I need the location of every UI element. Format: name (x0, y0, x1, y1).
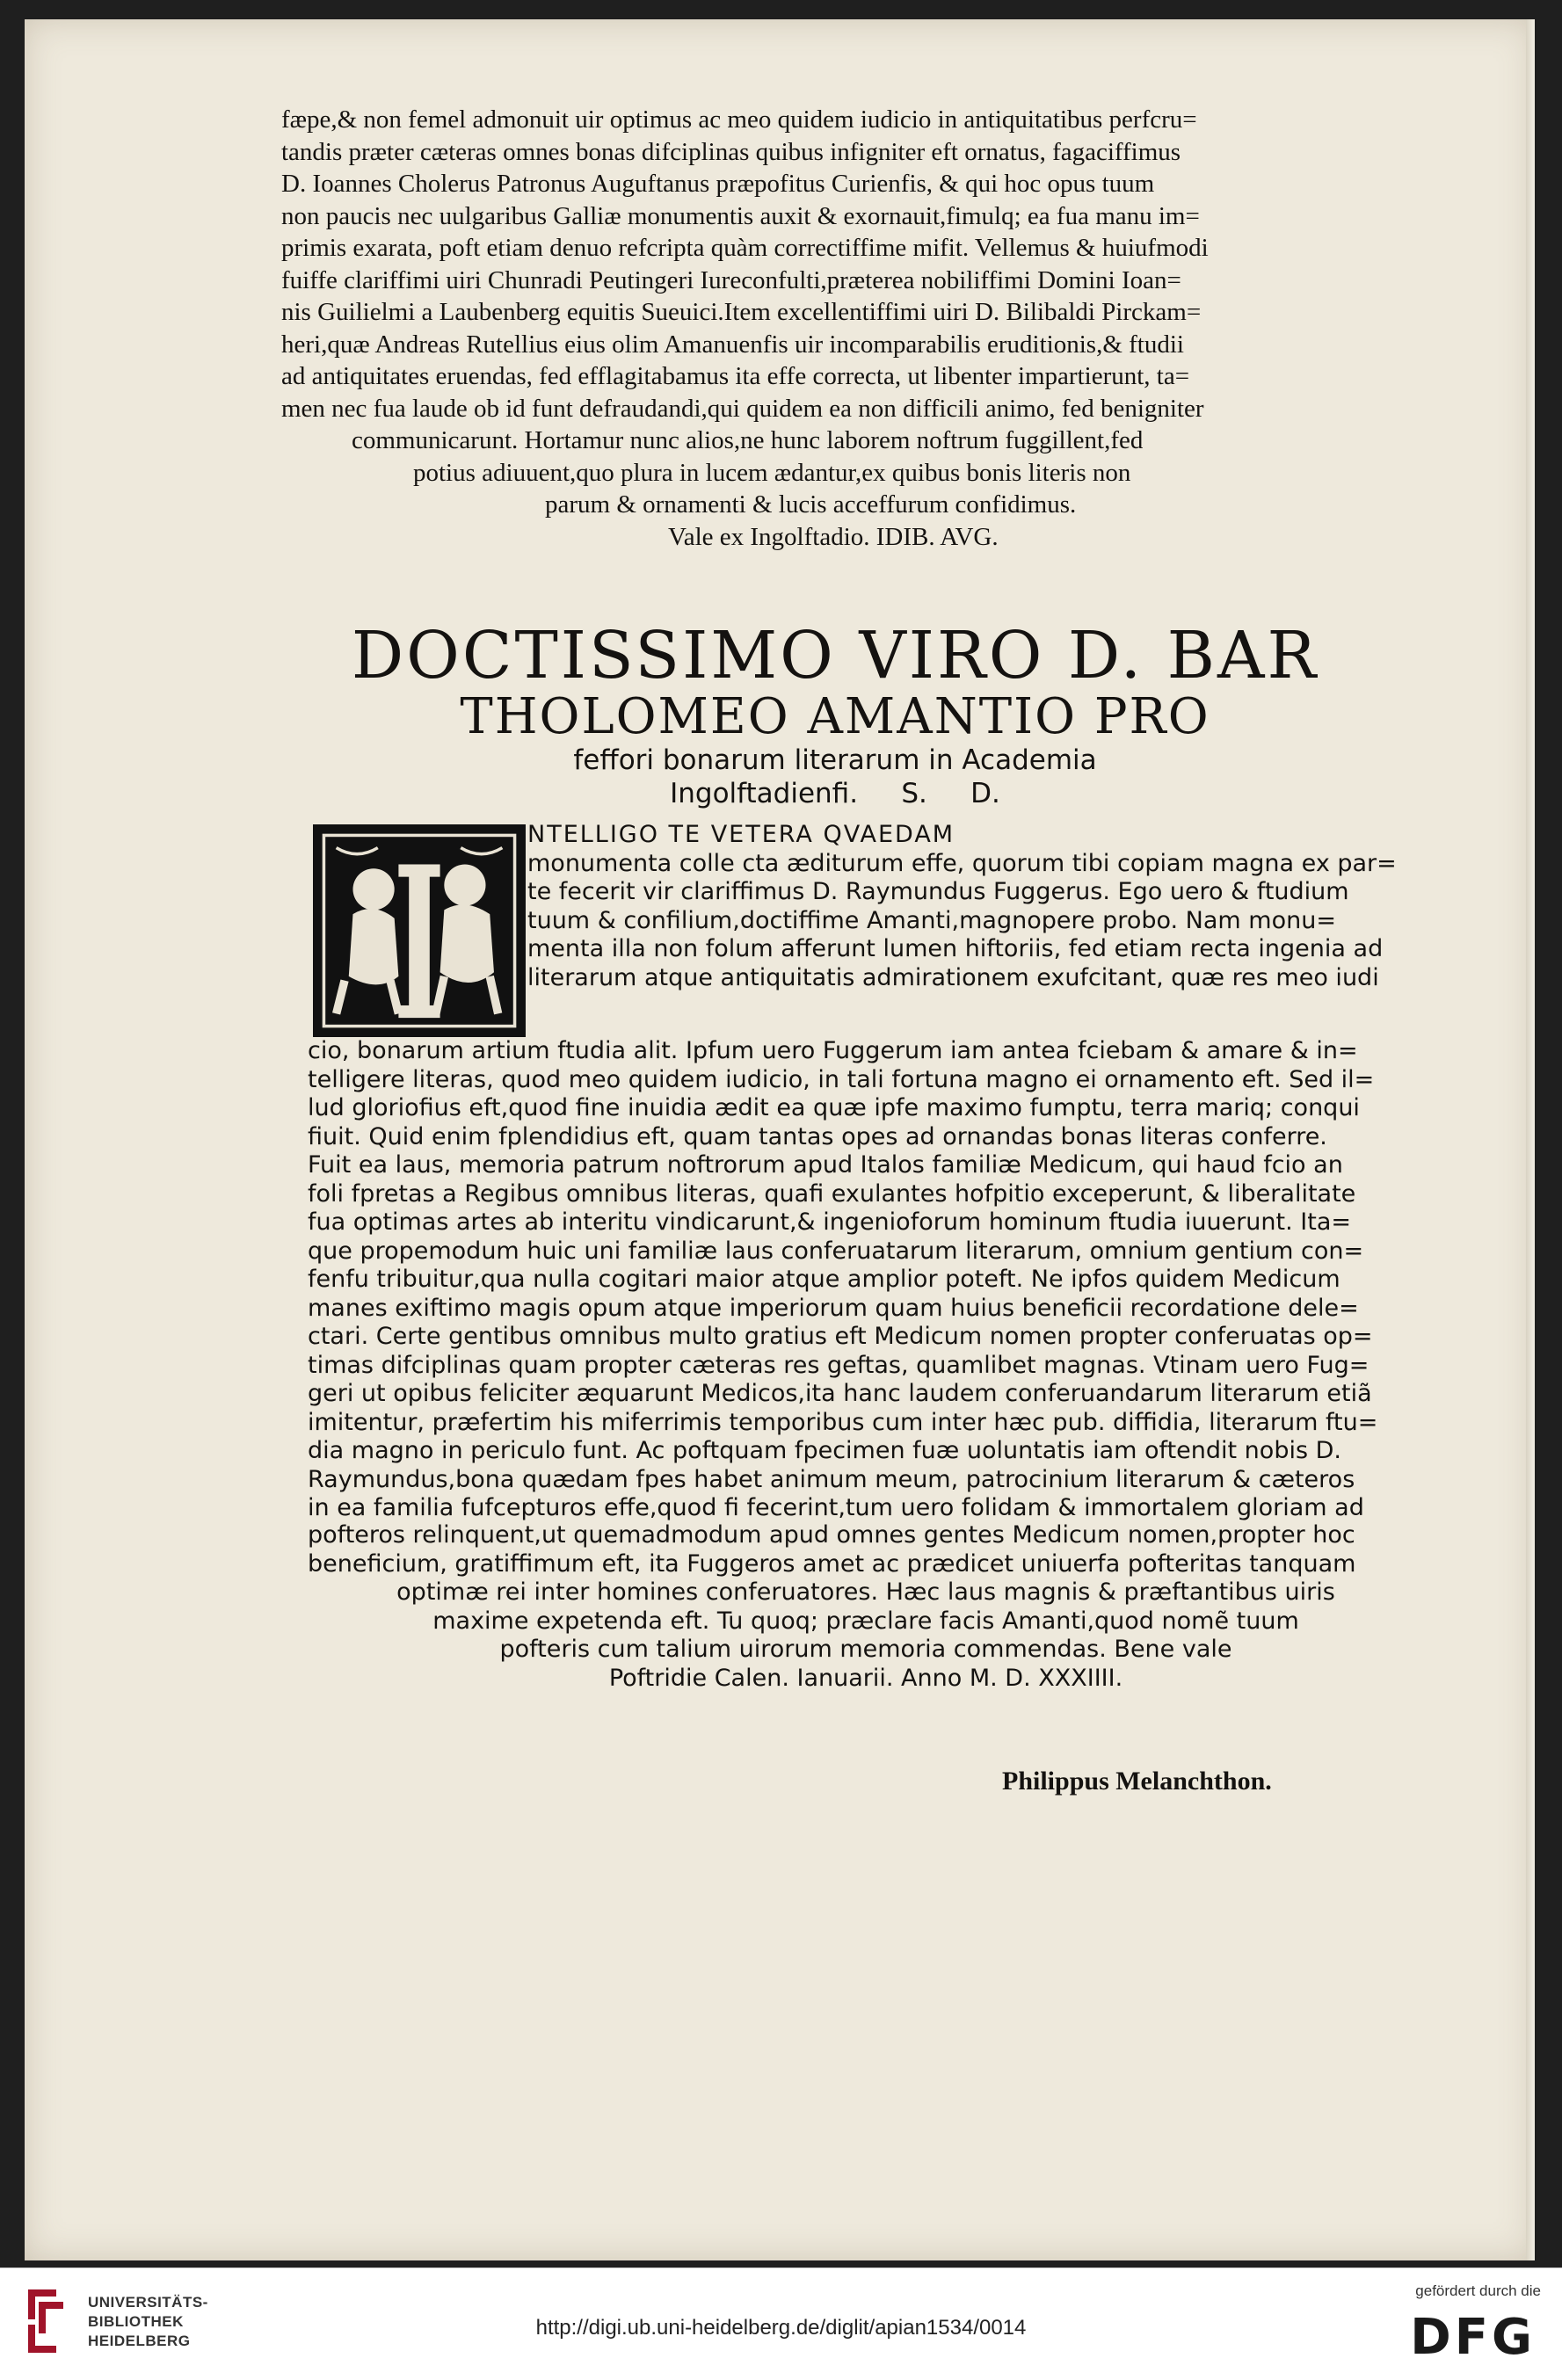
heading-line-3: feffori bonarum literarum in Academia (573, 744, 1097, 776)
letter-line: primis exarata, poft etiam denuo refcripta quàm correctiffime mifit. Vellemus & huiufmodi (281, 234, 1209, 262)
body-line: pofteris cum talium uirorum memoria commendas. Bene vale (499, 1636, 1232, 1663)
funding-note: gefördert durch die (1415, 2282, 1541, 2299)
letter-line: fæpe,& non femel admonuit uir optimus ac meo quidem iudicio in antiquitatibus perfcru= (281, 105, 1197, 134)
body-line: literarum atque antiquitatis admirationem exufcitant, quæ res meo iudi (527, 963, 1379, 991)
body-line: lud gloriofius eft,quod fine inuidia ædit ea quæ ipfe maximo fumptu, terra mariq; conqui (308, 1094, 1360, 1121)
body-line: manes exiftimo magis opum atque imperiorum quam huius beneficii recordatione dele= (308, 1294, 1359, 1322)
body-line: monumenta colle cta æditurum effe, quorum tibi copiam magna ex par= (527, 849, 1397, 877)
library-name-line: HEIDELBERG (88, 2333, 191, 2349)
library-name-line: BIBLIOTHEK (88, 2313, 184, 2330)
body-line: te fecerit vir clariffimus D. Raymundus Fuggerus. Ego uero & ftudium (527, 878, 1349, 905)
signature: Philippus Melanchthon. (1002, 1767, 1272, 1796)
body-line: que propemodum huic uni familiæ laus conferuatarum literarum, omnium gentium con= (308, 1237, 1364, 1265)
heading-line-1: DOCTISSIMO VIRO D. BAR (351, 620, 1319, 691)
body-taper (308, 1521, 1424, 1693)
letter-line: ad antiquitates eruendas, fed efflagitabamus ita effe correcta, ut libenter impartierunt, ta= (281, 362, 1190, 390)
body-line: fiuit. Quid enim fplendidius eft, quam tantas opes ad ornandas bonas literas conferre. (308, 1122, 1327, 1150)
woodcut-putti-icon (316, 827, 523, 1034)
page-edge (1526, 19, 1535, 2260)
body-line: optimæ rei inter homines conferuatores. Hæc laus magnis & præftantibus uiris (396, 1578, 1335, 1606)
letter-line: nis Guilielmi a Laubenberg equitis Sueuici.Item excellentiffimi uiri D. Bilibaldi Pirckam= (281, 298, 1202, 326)
letter-line: Vale ex Ingolftadio. IDIB. AVG. (668, 522, 999, 551)
viewer-footer (0, 2268, 1562, 2380)
decorated-initial-i-illustration (313, 824, 526, 1037)
body-line: ctari. Certe gentibus omnibus multo gratius eft Medicum nomen propter conferuatas op= (308, 1323, 1373, 1350)
body-line: Poftridie Calen. Ianuarii. Anno M. D. XXXIIII. (608, 1664, 1123, 1692)
body-line: Fuit ea laus, memoria patrum noftrorum apud Italos familiæ Medicum, qui haud fcio an (308, 1151, 1343, 1179)
letter-text (281, 104, 1424, 553)
heading-line-4: Ingolftadienfi. S. D. (670, 778, 1000, 809)
library-name-line: UNIVERSITÄTS- (88, 2294, 208, 2311)
heading-line-2: THOLOMEO AMANTIO PRO (460, 691, 1210, 744)
permalink-url[interactable]: http://digi.ub.uni-heidelberg.de/diglit/apian1534/0014 (535, 2316, 1027, 2340)
letter-line: heri,quæ Andreas Rutellius eius olim Amanuenfis uir incomparabilis eruditionis,& ftudii (281, 330, 1184, 359)
letter-line: parum & ornamenti & lucis acceffurum confidimus. (545, 490, 1077, 519)
body-line: fenfu tribuitur,qua nulla cogitari maior atque amplior poteft. Ne ipfos quidem Medicum (308, 1266, 1340, 1293)
body-opening (527, 821, 1424, 992)
body-line: in ea familia fufcepturos effe,quod fi fecerint,tum uero folidam & immortalem gloriam ad (308, 1494, 1364, 1521)
body-line: Raymundus,bona quædam fpes habet animum meum, patrocinium literarum & cæteros (308, 1465, 1355, 1493)
letter-line: tandis præter cæteras omnes bonas difciplinas quibus infigniter eft ornatus, fagaciffimus (281, 137, 1181, 166)
letter-line: non paucis nec uulgaribus Galliæ monumentis auxit & exornauit,fimulq; ea fua manu im= (281, 201, 1200, 230)
body-line: imitentur, præfertim his miferrimis temporibus cum inter hæc pub. diffidia, literarum ftu= (308, 1408, 1378, 1436)
body-line: pofteros relinquent,ut quemadmodum apud omnes gentes Medicum nomen,propter hoc (308, 1521, 1355, 1549)
body-first-line: NTELLIGO TE VETERA QVAEDAM (527, 821, 955, 848)
letter-line: D. Ioannes Cholerus Patronus Auguftanus præpofitus Curienfis, & qui hoc opus tuum (281, 170, 1155, 198)
body-line: cio, bonarum artium ftudia alit. Ipfum uero Fuggerum iam antea fciebam & amare & in= (308, 1037, 1358, 1064)
letter-line: communicarunt. Hortamur nunc alios,ne hunc laborem noftrum fuggillent,fed (352, 426, 1144, 454)
body-text (308, 1037, 1424, 1523)
body-line: tuum & confilium,doctiffime Amanti,magnopere probo. Nam monu= (527, 906, 1336, 934)
body-line: timas difciplinas quam propter cæteras res geftas, quamlibet magnas. Vtinam uero Fug= (308, 1351, 1369, 1379)
body-line: menta illa non folum afferunt lumen hiftoriis, fed etiam recta ingenia ad (527, 935, 1384, 962)
body-line: telligere literas, quod meo quidem iudicio, in tali fortuna magno ei ornamento eft. Sed il= (308, 1065, 1375, 1093)
body-line: maxime expetenda eft. Tu quoq; præclare facis Amanti,quod nomẽ tuum (432, 1607, 1299, 1635)
letter-line: fuiffe clariffimi uiri Chunradi Peutingeri Iureconfulti,præterea nobiliffimi Domini Ioan= (281, 265, 1181, 294)
body-line: geri ut opibus feliciter æquarunt Medicos,ita hanc laudem conferuandarum literarum etiã (308, 1380, 1372, 1407)
body-line: beneficium, gratiffimum eft, ita Fuggeros amet ac prædicet uniuerfa pofteritas tanquam (308, 1549, 1356, 1578)
body-line: fua optimas artes ab interitu vindicarunt,& ingenioforum hominum ftudia iuuerunt. Ita= (308, 1208, 1351, 1236)
dfg-logo[interactable]: DFG (1410, 2309, 1536, 2366)
letter-line: potius adiuuent,quo plura in lucem ædantur,ex quibus bonis literis non (413, 458, 1131, 487)
letter-line: men nec fua laude ob id funt defraudandi,qui quidem ea non difficili animo, fed benigniter (281, 394, 1204, 423)
dedication-heading (264, 620, 1406, 810)
body-line: dia magno in periculo funt. Ac poftquam fpecimen fuæ uoluntatis iam oftendit nobis D. (308, 1437, 1341, 1464)
body-line: foli fpretas a Regibus omnibus literas, quafi exulantes hofpitio exceperunt, & liberalitate (308, 1179, 1356, 1208)
